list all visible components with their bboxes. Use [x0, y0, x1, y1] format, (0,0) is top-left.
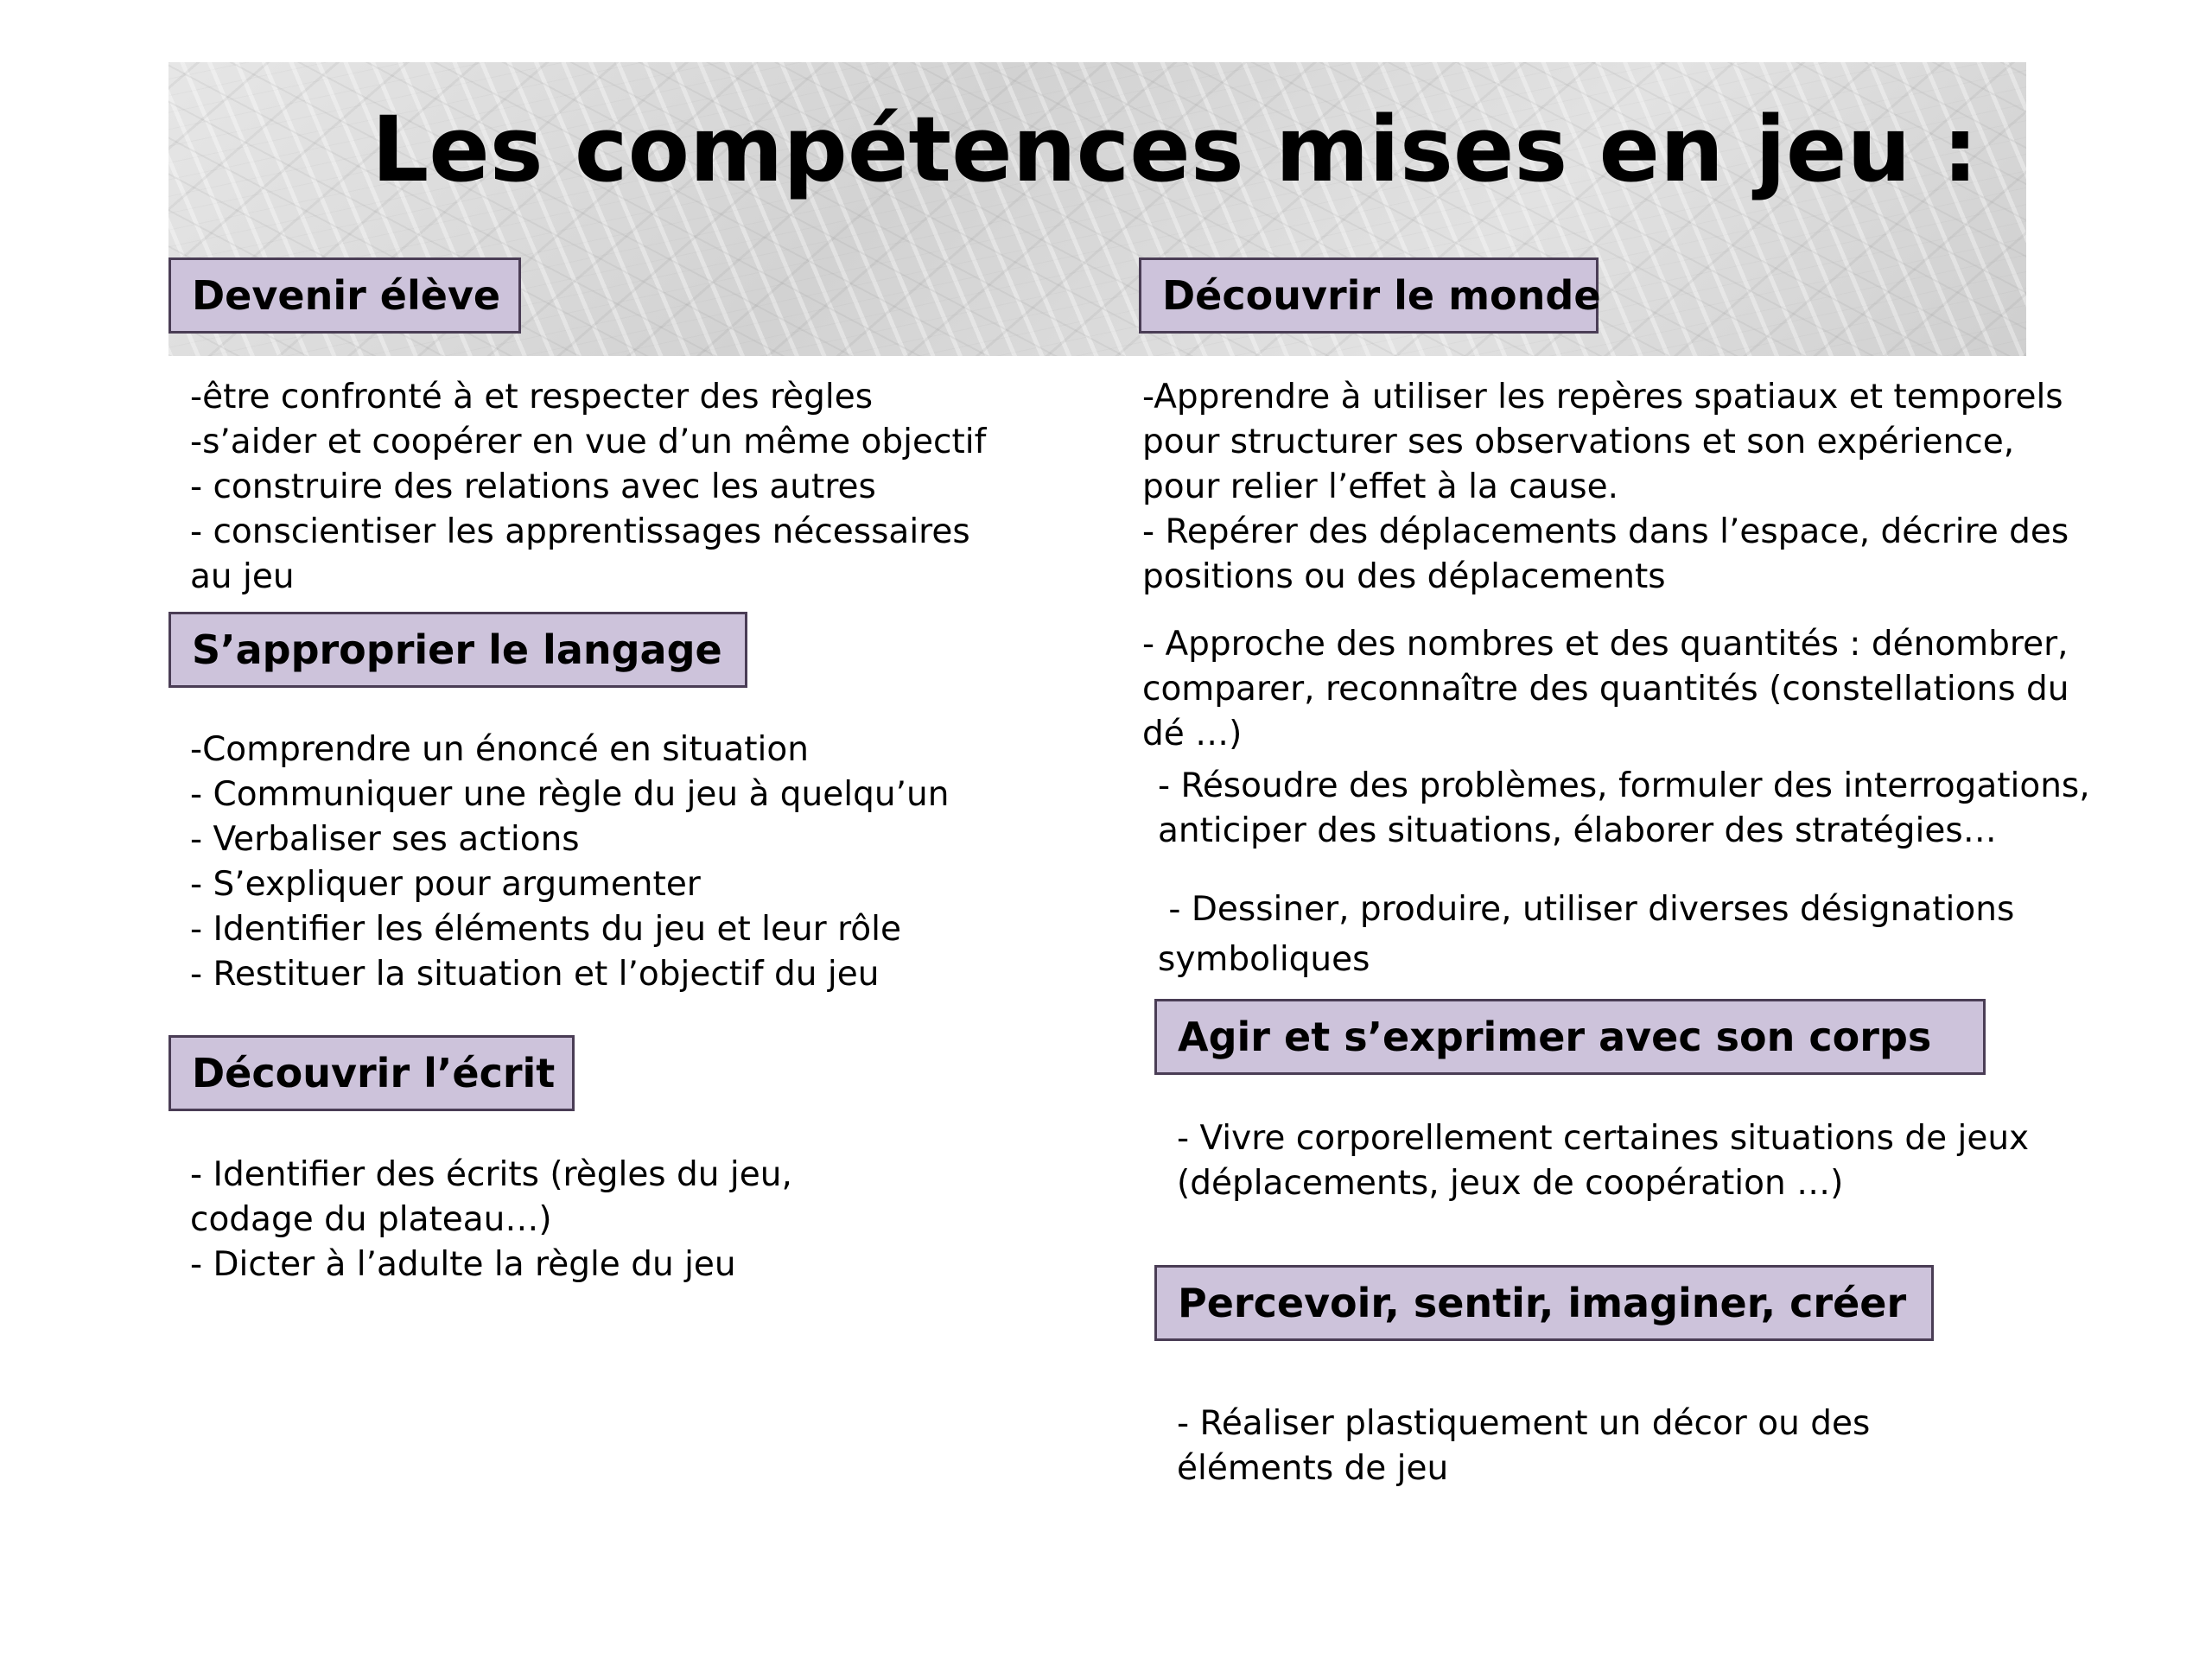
list-item: pour relier l’effet à la cause.: [1142, 467, 1619, 506]
list-item: - Communiquer une règle du jeu à quelqu’un: [190, 775, 950, 814]
list-item: - Réaliser plastiquement un décor ou des: [1177, 1404, 1871, 1443]
heading-devenir-eleve: Devenir élève: [168, 257, 521, 334]
list-item: - Dessiner, produire, utiliser diverses désignations: [1158, 890, 2015, 929]
list-item: codage du plateau…): [190, 1200, 552, 1239]
list-item: - Repérer des déplacements dans l’espace, décrire des: [1142, 512, 2069, 551]
list-item: -s’aider et coopérer en vue d’un même objectif: [190, 423, 987, 461]
list-item: - Restituer la situation et l’objectif du jeu: [190, 955, 880, 994]
body-decouvrir-ecrit: [190, 1153, 792, 1287]
list-item: -Comprendre un énoncé en situation: [190, 730, 809, 769]
list-item: (déplacements, jeux de coopération …): [1177, 1164, 1844, 1203]
list-item: - construire des relations avec les autres: [190, 467, 876, 506]
list-item: éléments de jeu: [1177, 1449, 1449, 1488]
list-item: - S’expliquer pour argumenter: [190, 865, 701, 904]
list-item: anticiper des situations, élaborer des stratégies…: [1158, 811, 1997, 850]
list-item: - Verbaliser ses actions: [190, 820, 580, 859]
body-percevoir-creer: [1177, 1402, 1870, 1491]
list-item: - Identifier des écrits (règles du jeu,: [190, 1155, 792, 1194]
list-item: symboliques: [1158, 940, 1370, 979]
body-decouvrir-monde-1: [1142, 375, 2069, 600]
body-decouvrir-monde-2: [1142, 622, 2069, 757]
heading-decouvrir-ecrit: Découvrir l’écrit: [168, 1035, 575, 1111]
heading-approprier-langage: S’approprier le langage: [168, 612, 747, 688]
list-item: - Identifier les éléments du jeu et leur rôle: [190, 910, 901, 949]
list-item: -être confronté à et respecter des règles: [190, 378, 874, 416]
body-approprier-langage: [190, 728, 949, 997]
body-decouvrir-monde-3: [1158, 764, 2090, 854]
body-decouvrir-monde-4: [1158, 885, 2014, 985]
list-item: - Dicter à l’adulte la règle du jeu: [190, 1245, 736, 1284]
body-agir-corps: [1177, 1116, 2029, 1206]
body-devenir-eleve: [190, 375, 986, 600]
list-item: au jeu: [190, 557, 295, 596]
list-item: comparer, reconnaître des quantités (constellations du: [1142, 670, 2069, 709]
list-item: pour structurer ses observations et son expérience,: [1142, 423, 2015, 461]
list-item: dé …): [1142, 715, 1243, 753]
list-item: - conscientiser les apprentissages nécessaires: [190, 512, 970, 551]
heading-decouvrir-monde: Découvrir le monde: [1139, 257, 1599, 334]
page-title: Les compétences mises en jeu :: [372, 97, 1979, 202]
list-item: -Apprendre à utiliser les repères spatiaux et temporels: [1142, 378, 2063, 416]
heading-agir-corps: Agir et s’exprimer avec son corps: [1154, 999, 1986, 1075]
list-item: - Résoudre des problèmes, formuler des interrogations,: [1158, 766, 2090, 805]
list-item: positions ou des déplacements: [1142, 557, 1666, 596]
list-item: - Vivre corporellement certaines situations de jeux: [1177, 1119, 2030, 1158]
list-item: - Approche des nombres et des quantités : dénombrer,: [1142, 625, 2069, 664]
heading-percevoir-creer: Percevoir, sentir, imaginer, créer: [1154, 1265, 1934, 1341]
